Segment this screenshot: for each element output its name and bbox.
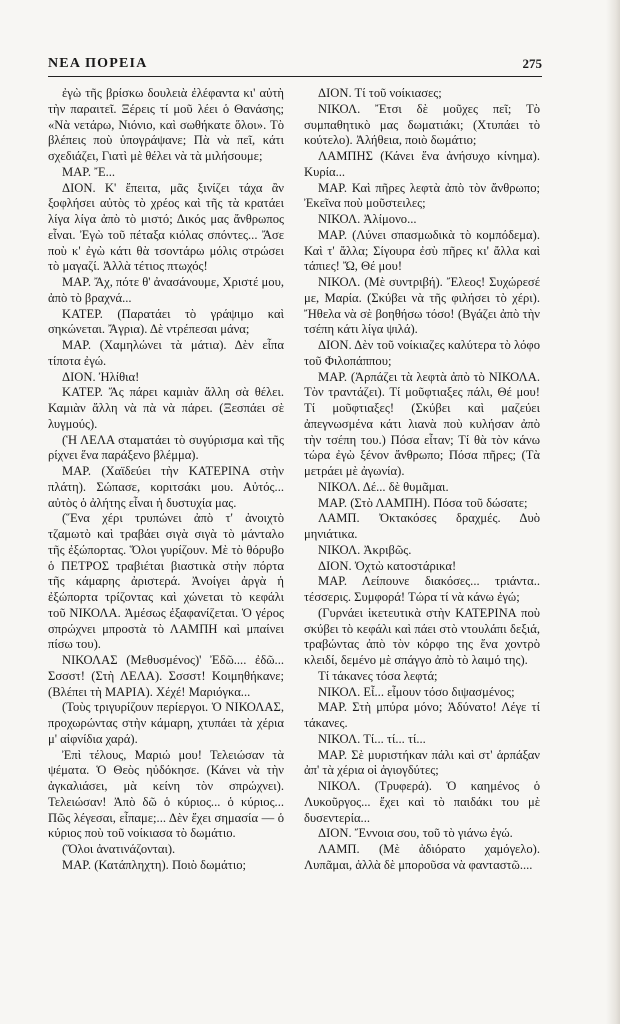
paragraph: ΜΑΡ. Ἄχ, πότε θ' ἀνασάνουμε, Χριστέ μου, ἀπὸ τὸ βραχνά...	[48, 275, 284, 305]
left-column	[48, 86, 284, 874]
paragraph: ΔΙΟΝ. Τί τοῦ νοίκιασες;	[318, 86, 442, 100]
paragraph: ΜΑΡ. (Κατάπληχτη). Ποιὸ δωμάτιο;	[62, 857, 246, 872]
paragraph: ΝΙΚΟΛ. Ἀλίμονο...	[318, 212, 417, 226]
right-column	[304, 86, 540, 874]
paragraph: ΜΑΡ. (Ἁρπάζει τὰ λεφτὰ ἀπὸ τὸ ΝΙΚΟΛΑ. Τὸν τραντάζει). Τί μοῦφτιαξες πάλι, Θέ μου! Τί μοῦφτιαξες! (Σκύβει καὶ μαζεύει ἀπεγνωσμένα κάτι λιανὰ ποὺ κυλήσαν ἀπὸ τὴν τσέπη του.) Πόσα εἶταν; Τί θὰ τὸν κάνω τώρα ἐγὼ ξένον ἄνθρωπο; Πόσα πῆρες; (Τὰ μετράει μὲ ἀγωνία).	[304, 369, 540, 478]
paragraph: ΜΑΡ. Καὶ πῆρες λεφτὰ ἀπὸ τὸν ἄνθρωπο; Ἐκεῖνα ποὺ μοῦστειλες;	[304, 180, 540, 211]
paragraph: ΚΑΤΕΡ. Ἄς πάρει καμιὰν ἄλλη σὰ θέλει. Καμιὰν ἄλλη νὰ πὰ νὰ πάρει. (Ξεσπάει σὲ λυγμούς).	[48, 385, 284, 431]
paragraph: ΔΙΟΝ. Ἠλίθια!	[62, 369, 140, 384]
paragraph: ΜΑΡ. (Χαμηλώνει τὰ μάτια). Δὲν εἶπα τίποτα ἐγώ.	[48, 338, 284, 368]
paragraph: ΝΙΚΟΛ. Τί... τί... τί...	[318, 731, 426, 746]
header-rule	[48, 76, 542, 77]
paragraph: ΔΙΟΝ. Ἔννοια σου, τοῦ τὸ γιάνω ἐγώ.	[318, 826, 513, 841]
paragraph: ΝΙΚΟΛ. (Τρυφερά). Ὁ καημένος ὁ Λυκοῦργος... ἔχει καὶ τὸ παιδάκι του μὲ δυσεντερία...	[304, 779, 540, 825]
paragraph: ΔΙΟΝ. Κ' ἔπειτα, μᾶς ξινίζει τάχα ἂν ξοφλήσει αὐτὸς τὸ χρέος καὶ τῆς τὰ κρατάει λίγα λίγα ἀπὸ τὸ μιστό; Δικός μας ἄνθρωπος εἶναι. Ἐγὼ τοῦ πέταξα κιόλας σπόντες... Ἄσε ποὺ κ' ἐγὼ κάτι θὰ τσοντάρω μόλις στρώσει τὸ μαγαζί. Ἀλλὰ τέτιος πτωχός!	[48, 180, 284, 274]
paragraph: ΝΙΚΟΛ. Εἶ... εἶμουν τόσο διψασμένος;	[318, 684, 515, 699]
paragraph: ΜΑΡ. Στὴ μπύρα μόνο; Ἀδύνατο! Λέγε τί τάκανες.	[304, 700, 540, 730]
paragraph: ΚΑΤΕΡ. (Παρατάει τὸ γράψιμο καὶ σηκώνεται. Ἄγρια). Δὲ ντρέπεσαι μάνα;	[48, 306, 284, 337]
paragraph: ΛΑΜΠΗΣ (Κάνει ἕνα ἀνήσυχο κίνημα). Κυρία...	[304, 149, 540, 179]
paragraph: ΔΙΟΝ. Ὀχτὼ κατοστάρικα!	[318, 558, 457, 573]
journal-title: ΝΕΑ ΠΟΡΕΙΑ	[48, 56, 148, 71]
paragraph: (Τοὺς τριγυρίζουν περίεργοι. Ὁ ΝΙΚΟΛΑΣ, προχωρώντας στὴν κάμαρη, χτυπάει τὰ χέρια μ' αἰφνίδια χαρά).	[48, 700, 284, 746]
paragraph: Τί τάκανες τόσα λεφτά;	[318, 668, 438, 683]
paragraph: ΜΑΡ. Σὲ μυριστήκαν πάλι καὶ στ' ἁρπάξαν ἀπ' τὰ χέρια οἱ ἀγιογδύτες;	[304, 747, 540, 778]
paragraph: ΔΙΟΝ. Δὲν τοῦ νοίκιαζες καλύτερα τὸ λόφο τοῦ Φιλοπάππου;	[304, 338, 540, 368]
paragraph: ΜΑΡ. (Λύνει σπασμωδικὰ τὸ κομπόδεμα). Καὶ τ' ἄλλα; Σίγουρα ἐσὺ πῆρες κι' ἄλλα καὶ τάπιες! Ὤ, Θέ μου!	[304, 227, 540, 274]
paragraph: ΜΑΡ. Ἔ...	[62, 164, 116, 179]
paragraph: ΝΙΚΟΛ. (Μὲ συντριβή). Ἔλεος! Συχώρεσέ με, Μαρία. (Σκύβει νὰ τῆς φιλήσει τὸ χέρι). Ἤθελα νὰ σὲ βοηθήσω τόσο! (Βγάζει ἀπὸ τὴν τσέπη κάτι λίγα ψιλά).	[304, 275, 540, 337]
running-header	[48, 56, 542, 78]
paragraph: ΝΙΚΟΛΑΣ (Μεθυσμένος)' Ἐδῶ.... ἐδῶ... Σσσστ! (Στὴ ΛΕΛΑ). Σσσστ! Κοιμηθήκανε; (Βλέπει τὴ ΜΑΡΙΑ). Χέχέ! Μαριόγκα...	[48, 653, 284, 699]
paragraph: (Γυρνάει ἱκετευτικὰ στὴν ΚΑΤΕΡΙΝΑ ποὺ σκύβει τὸ κεφάλι καὶ πάει στὸ ντουλάπι δεξιά, τραβώντας ἀπὸ τὸν κόρφο της ἕνα χοντρὸ κλειδί, δεμένο μὲ σπάγγο ἀπὸ τὸ λαιμό της).	[304, 605, 540, 667]
paragraph: (Ὅλοι ἀνατινάζονται).	[62, 842, 176, 856]
paragraph: ΝΙΚΟΛ. Δέ... δὲ θυμᾶμαι.	[318, 479, 449, 494]
paragraph: ΝΙΚΟΛ. Ἀκριβῶς.	[318, 542, 412, 557]
paragraph: ΛΑΜΠ. (Μὲ ἀδιόρατο χαμόγελο). Λυπᾶμαι, ἀλλὰ δὲ μποροῦσα νὰ φανταστῶ....	[304, 842, 540, 872]
paragraph: ΛΑΜΠ. Ὀκτακόσες δραχμές. Δυὸ μηνιάτικα.	[304, 511, 540, 541]
paragraph: ἐγὼ τῆς βρίσκω δουλειὰ ἐλέφαντα κι' αὐτὴ τὴν παραιτεῖ. Ξέρεις τί μοῦ λέει ὁ Θανάσης; «Νὰ νετάρω, Νιόνιο, καὶ σωθήκατε ὅλοι». Τὸ βλέπεις ποὺ ὑπογράψανε; Πὰ νὰ πεῖ, κάτι σχεδιάζει, Γιατὶ μὲ θέλει νὰ τὰ μιλήσουμε;	[48, 86, 284, 163]
paragraph: ΜΑΡ. (Χαϊδεύει τὴν ΚΑΤΕΡΙΝΑ στὴν πλάτη). Σώπασε, κοριτσάκι μου. Αὐτός... αὐτὸς ὁ ἀλήτης εἶναι ἡ δυστυχία μας.	[48, 464, 284, 510]
paragraph: Ἐπὶ τέλους, Μαριώ μου! Τελειώσαν τὰ ψέματα. Ὁ Θεὸς ηὐδόκησε. (Κάνει νὰ τὴν ἀγκαλιάσει, μὰ κείνη τὸν σπρώχνει). Τελειώσαν! Ἀπὸ δῶ ὁ κύριος... ὁ κύριος... Πῶς λέγεσαι, εἶπαμε;... Δὲν ἔχει σημασία — ὁ κύριος ποὺ τοῦ νοίκιασα τὸ δωμάτιο.	[48, 747, 284, 841]
paragraph: ΜΑΡ. (Στὸ ΛΑΜΠΗ). Πόσα τοῦ δώσατε;	[318, 495, 528, 510]
page-number: 275	[522, 56, 542, 71]
paragraph: (Ἕνα χέρι τρυπώνει ἀπὸ τ' ἀνοιχτὸ τζαμωτὸ καὶ τραβάει σιγὰ σιγὰ τὸ μάνταλο τῆς ἐξώπορτας. Ὅλοι γυρίζουν. Μὲ τὸ θόρυβο ὁ ΠΕΤΡΟΣ τραβιέται βιαστικὰ στὴν πόρτα τῆς κάμαρης ἀριστερά. Ἀνοίγει ἀργὰ ἡ ἐξώπορτα τρίζοντας καὶ χώνεται τὸ κεφάλι τοῦ ΝΙΚΟΛΑ. Ἀμέσως ἐξαφανίζεται. Ὁ γέρος σπρώχνει μπροστὰ τὸ ΛΑΜΠΗ καὶ μπαίνει πίσω του).	[48, 511, 284, 652]
scanned-page-edge	[606, 0, 620, 1024]
paragraph: (Ἡ ΛΕΛΑ σταματάει τὸ συγύρισμα καὶ τῆς ρίχνει ἕνα παράξενο βλέμμα).	[48, 432, 284, 463]
paragraph: ΝΙΚΟΛ. Ἔτσι δὲ μοῦχες πεῖ; Τὸ συμπαθητικὸ μας δωματιάκι; (Χτυπάει τὸ κούτελο). Ἀλήθεια, ποιὸ δωμάτιο;	[304, 101, 540, 148]
paragraph: ΜΑΡ. Λείπουνε διακόσες... τριάντα.. τέσσερις. Συμφορά! Τώρα τί νὰ κάνω ἐγώ;	[304, 574, 540, 604]
